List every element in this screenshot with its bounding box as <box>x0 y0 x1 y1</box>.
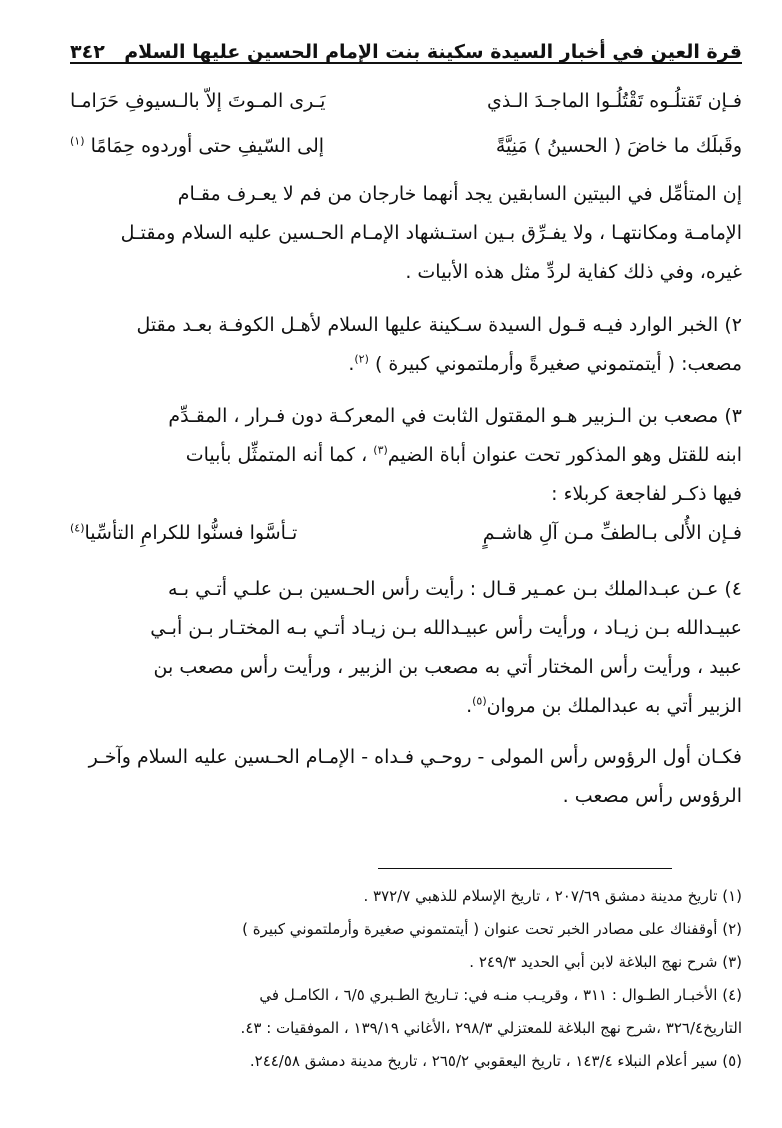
header-title: قرة العين في أخبار السيدة سكينة بنت الإمام الحسين عليها السلام <box>124 41 742 63</box>
footnote-marker: (٤) <box>70 521 85 535</box>
text-line: فكـان أول الرؤوس رأس المولى - روحـي فـداه - الإمـام الحـسين عليه السلام وآخـر <box>88 746 742 768</box>
text-line: عبيـدالله بـن زيـاد ، ورأيت رأس عبيـدالله بـن زيـاد أتـي بـه المختـار بـن أبـي <box>150 617 742 639</box>
verse-text: تـأسَّوا فسنُّوا للكرامِ التأسِّيا <box>84 521 298 544</box>
running-header <box>70 26 742 62</box>
footnote: (٤) الأخبـار الطـوال : ٣١١ ، وقريـب منـه في: تـاريخ الطـبري ٦/٥ ، الكامـل في <box>259 986 742 1004</box>
text-segment: . <box>348 353 355 375</box>
poem-verse-2 <box>70 510 742 555</box>
text-line: فيها ذكـر لفاجعة كربلاء : <box>551 483 742 505</box>
verse-line <box>70 78 742 123</box>
text-line: الإمامـة ومكانتهـا ، ولا يفـرِّق بـين استـشهاد الإمـام الحـسين عليه السلام ومقتـل <box>120 222 742 244</box>
header-rule <box>70 62 742 64</box>
verse-text: إلى السّيفِ حتى أوردوه حِمَامًا <box>90 134 325 157</box>
text-segment: مصعب: ( أيتمتموني صغيرةً وأرملتموني كبيرة ) <box>374 353 742 375</box>
footnote-separator <box>378 868 672 869</box>
text-line: غيره، وفي ذلك كفاية لردِّ مثل هذه الأبيات . <box>405 261 742 283</box>
text-line: الرؤوس رأس مصعب . <box>562 785 742 807</box>
text-segment: . <box>466 695 473 717</box>
text-line: إن المتأمِّل في البيتين السابقين يجد أنهما خارجان من فم لا يعـرف مقـام <box>177 183 742 205</box>
text-line <box>70 687 742 726</box>
paragraph-1 <box>70 175 742 292</box>
verse-second-hemistich: يَـرى المـوتَ إلاّ بالـسيوفِ حَرَامـا <box>70 89 326 112</box>
footnote-marker: (٥) <box>472 694 487 708</box>
poem-verses <box>70 78 742 168</box>
paragraph-4 <box>70 570 742 726</box>
verse-second-hemistich <box>70 522 366 544</box>
text-segment: ابنه للقتل وهو المذكور تحت عنوان أباة الضيم <box>387 444 742 466</box>
footnote-continuation: التاريخ٣٢٦/٤ ،شرح نهج البلاغة للمعتزلي ٢٩٨/٣ ،الأغاني ١٣٩/١٩ ، الموفقيات : ٤٣. <box>240 1019 742 1037</box>
verse-second-hemistich <box>70 135 366 157</box>
footnote: (٢) أوقفناك على مصادر الخبر تحت عنوان ( أيتمتموني صغيرة وأرملتموني كبيرة ) <box>242 920 742 938</box>
text-line <box>70 436 742 475</box>
footnote-marker: (٢) <box>354 352 369 366</box>
paragraph-2 <box>70 306 742 384</box>
verse-first-hemistich: فـإن تَقتلُـوه تَقْتُلُـوا الماجـدَ الـذي <box>487 89 742 112</box>
paragraph-5 <box>70 738 742 816</box>
text-line: ٤) عـن عبـدالملك بـن عمـير قـال : رأيت رأس الحـسين بـن علـي أتـي بـه <box>168 578 742 600</box>
text-line: عبيد ، ورأيت رأس المختار أتي به مصعب بن الزبير ، ورأيت رأس مصعب بن <box>153 656 742 678</box>
text-segment: ، كما أنه المتمثِّل بأبيات <box>185 444 368 466</box>
verse-first-hemistich: وقَبلَك ما خاضَ ( الحسينُ ) مَنِيَّةً <box>495 134 742 157</box>
footnote-marker: (١) <box>70 134 85 148</box>
verse-line <box>70 123 742 168</box>
footnote: (٥) سير أعلام النبلاء ١٤٣/٤ ، تاريخ اليعقوبي ٢٦٥/٢ ، تاريخ مدينة دمشق ٢٤٤/٥٨. <box>249 1052 742 1070</box>
verse-first-hemistich: فـإن الأُلى بـالطفِّ مـن آلِ هاشـمٍ <box>482 521 742 544</box>
footnotes <box>70 880 742 1078</box>
text-line: ٣) مصعب بن الـزبير هـو المقتول الثابت في المعركـة دون فـرار ، المقـدِّم <box>168 405 742 427</box>
footnote: (٣) شرح نهج البلاغة لابن أبي الحديد ٢٤٩/٣ . <box>469 953 742 971</box>
paragraph-3 <box>70 397 742 514</box>
footnote: (١) تاريخ مدينة دمشق ٢٠٧/٦٩ ، تاريخ الإسلام للذهبي ٣٧٢/٧ . <box>363 887 742 905</box>
text-line: ٢) الخبر الوارد فيـه قـول السيدة سـكينة عليها السلام لأهـل الكوفـة بعـد مقتل <box>136 314 742 336</box>
text-line <box>70 345 742 384</box>
text-segment: الزبير أتي به عبدالملك بن مروان <box>486 695 742 717</box>
page-number: ٣٤٢ <box>70 41 105 63</box>
footnote-marker: (٣) <box>373 443 388 457</box>
